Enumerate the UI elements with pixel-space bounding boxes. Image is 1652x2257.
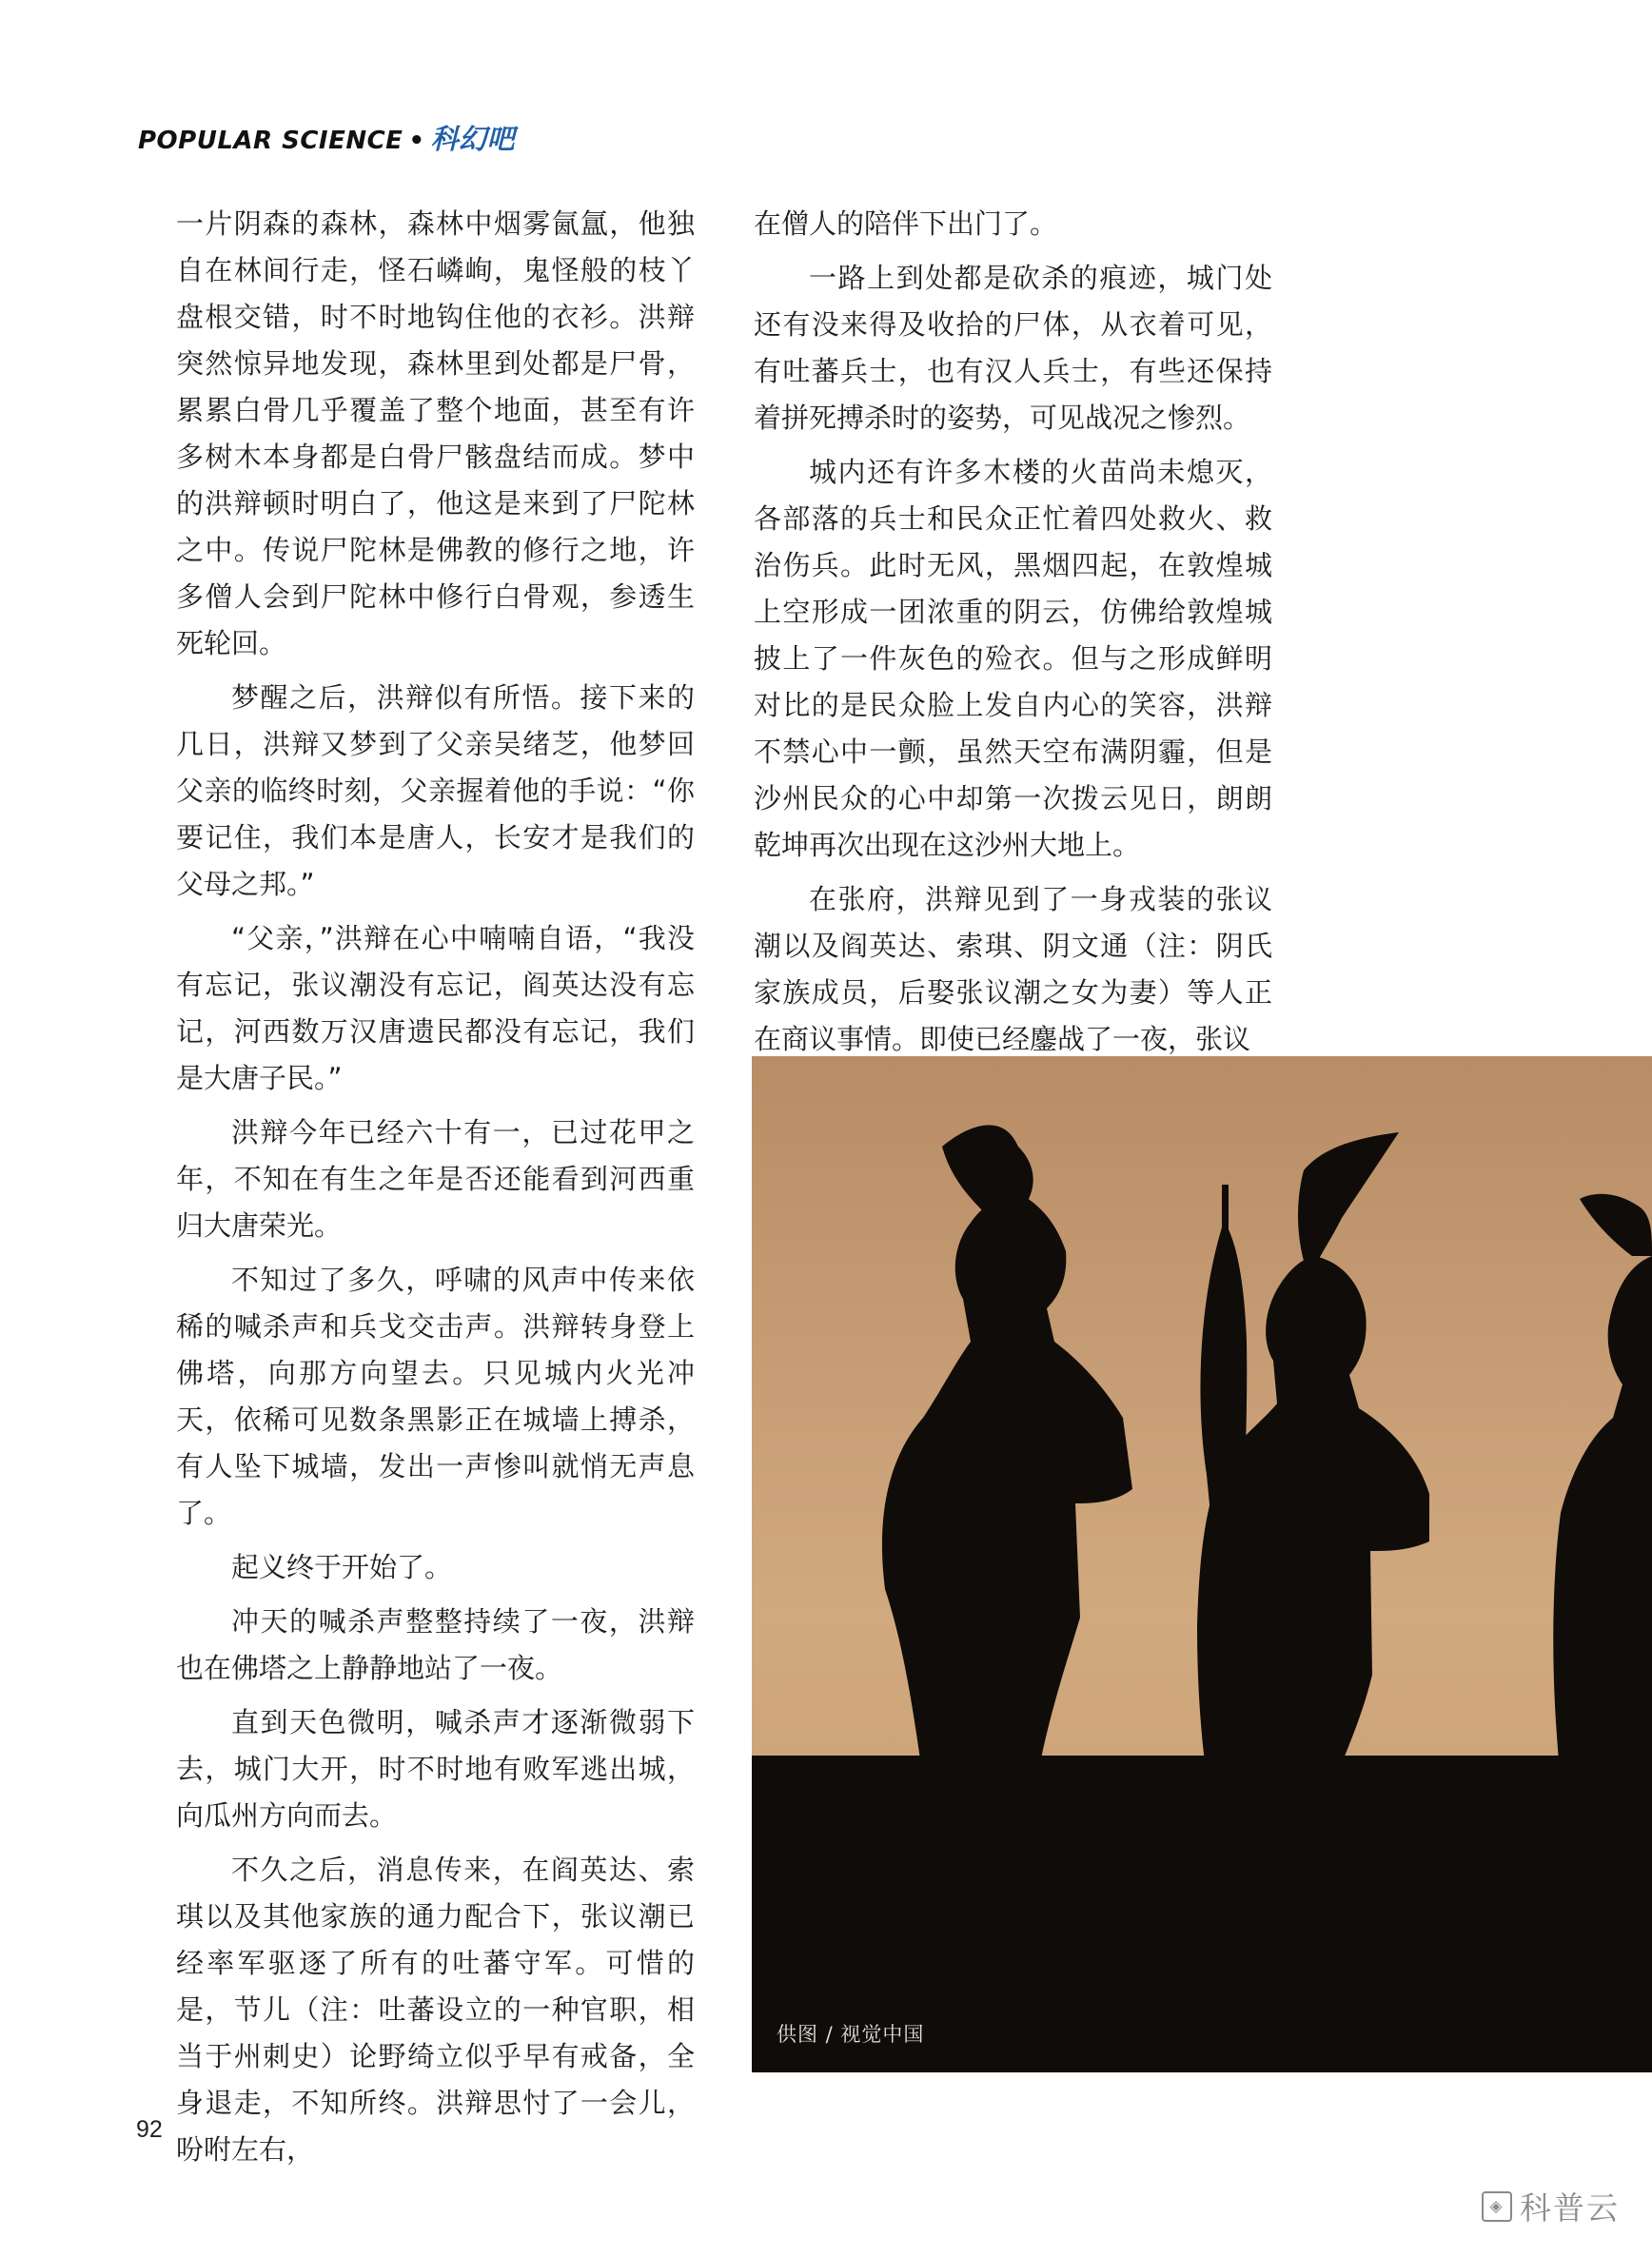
paragraph: 在张府，洪辩见到了一身戎装的张议潮以及阎英达、索琪、阴文通（注：阴氏家族成员，后娶张议潮之女为妻）等人正在商议事情。即使已经鏖战了一夜，张议 — [754, 883, 1272, 1055]
paragraph: 直到天色微明，喊杀声才逐渐微弱下去，城门大开，时不时地有败军逃出城，向瓜州方向而去。 — [176, 1706, 695, 1832]
magazine-name: POPULAR SCIENCE — [138, 127, 403, 155]
paragraph: 不久之后，消息传来，在阎英达、索琪以及其他家族的通力配合下，张议潮已经率军驱逐了所有的吐蕃守军。可惜的是，节儿（注：吐蕃设立的一种官职，相当于州刺史）论野绮立似乎早有戒备，全身退走，不知所终。洪辩思忖了一会儿，吩咐左右， — [176, 1854, 695, 2166]
running-header — [138, 118, 515, 160]
seal-icon: ◈ — [1482, 2191, 1512, 2222]
section-name: 科幻吧 — [430, 123, 516, 155]
paragraph: 一片阴森的森林，森林中烟雾氤氲，他独自在林间行走，怪石嶙峋，鬼怪般的枝丫盘根交错，时不时地钩住他的衣衫。洪辩突然惊异地发现，森林里到处都是尸骨，累累白骨几乎覆盖了整个地面，甚至有许多树木本身都是白骨尸骸盘结而成。梦中的洪辩顿时明白了，他这是来到了尸陀林之中。传说尸陀林是佛教的修行之地，许多僧人会到尸陀林中修行白骨观，参透生死轮回。 — [176, 207, 695, 659]
left-text-column — [176, 201, 695, 2181]
page-number: 92 — [136, 2116, 163, 2143]
watermark — [1482, 2184, 1620, 2228]
watermark-text: 科普云 — [1520, 2189, 1620, 2227]
photo-credit: 供图 / 视觉中国 — [777, 2023, 925, 2046]
paragraph: “父亲，”洪辩在心中喃喃自语，“我没有忘记，张议潮没有忘记，阎英达没有忘记，河西数万汉唐遗民都没有忘记，我们是大唐子民。” — [176, 922, 695, 1094]
paragraph: 起义终于开始了。 — [231, 1551, 453, 1583]
paragraph: 洪辩今年已经六十有一，已过花甲之年，不知在有生之年是否还能看到河西重归大唐荣光。 — [176, 1116, 695, 1242]
soldiers-silhouette-photo — [752, 1056, 1652, 2072]
header-separator: • — [408, 127, 425, 155]
paragraph: 冲天的喊杀声整整持续了一夜，洪辩也在佛塔之上静静地站了一夜。 — [176, 1605, 695, 1684]
paragraph: 一路上到处都是砍杀的痕迹，城门处还有没来得及收拾的尸体，从衣着可见，有吐蕃兵士，也有汉人兵士，有些还保持着拼死搏杀时的姿势，可见战况之惨烈。 — [754, 262, 1272, 434]
right-text-column — [754, 201, 1272, 1070]
paragraph: 不知过了多久，呼啸的风声中传来依稀的喊杀声和兵戈交击声。洪辩转身登上佛塔，向那方向望去。只见城内火光冲天，依稀可见数条黑影正在城墙上搏杀，有人坠下城墙，发出一声惨叫就悄无声息了。 — [176, 1264, 695, 1529]
paragraph: 在僧人的陪伴下出门了。 — [754, 207, 1058, 240]
photo-illustration — [752, 1056, 1652, 2072]
paragraph: 城内还有许多木楼的火苗尚未熄灭，各部落的兵士和民众正忙着四处救火、救治伤兵。此时无风，黑烟四起，在敦煌城上空形成一团浓重的阴云，仿佛给敦煌城披上了一件灰色的殓衣。但与之形成鲜明对比的是民众脸上发自内心的笑容，洪辩不禁心中一颤，虽然天空布满阴霾，但是沙州民众的心中却第一次拨云见日，朗朗乾坤再次出现在这沙州大地上。 — [754, 456, 1272, 861]
paragraph: 梦醒之后，洪辩似有所悟。接下来的几日，洪辩又梦到了父亲吴绪芝，他梦回父亲的临终时刻，父亲握着他的手说：“你要记住，我们本是唐人，长安才是我们的父母之邦。” — [176, 681, 695, 900]
